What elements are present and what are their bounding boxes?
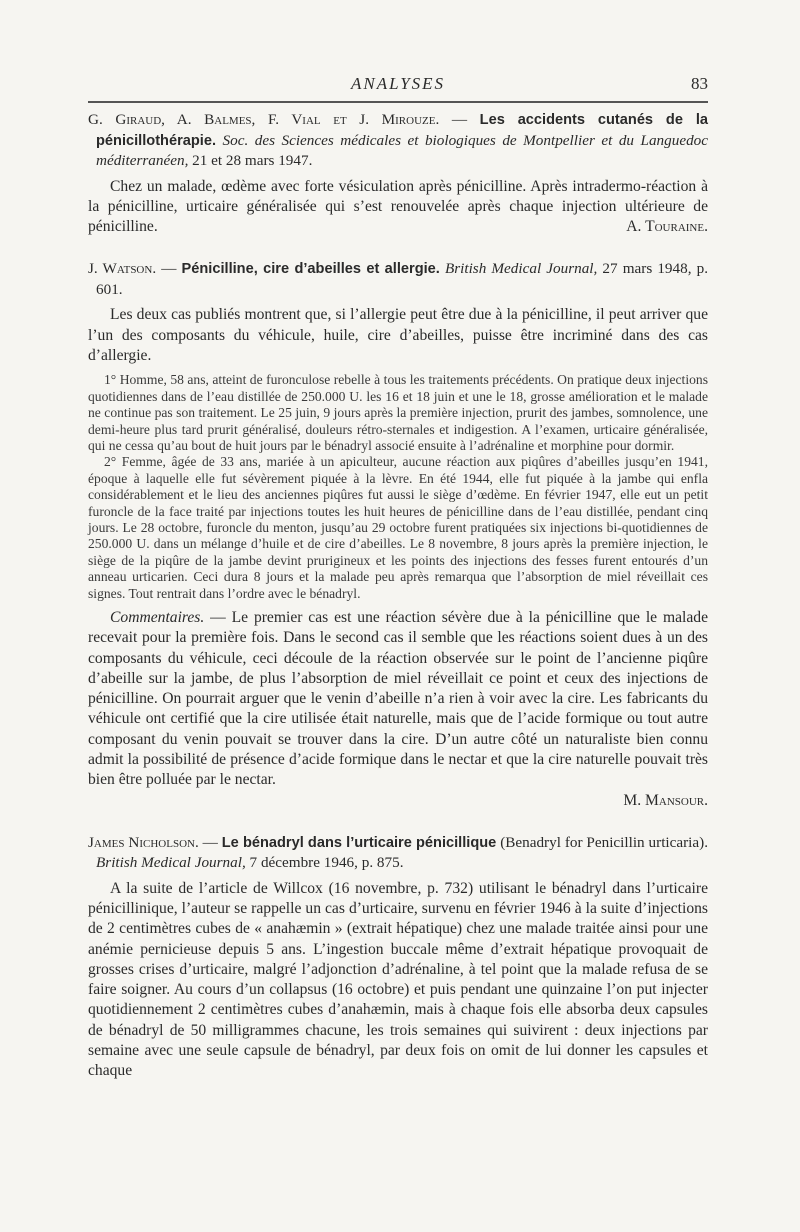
authors: G. Giraud, A. Balmes, F. Vial et J. Mirouze. (88, 111, 440, 128)
abstract-entry-2 (88, 259, 708, 810)
abstract-entry-1 (88, 110, 708, 237)
source: British Medical Journal, (96, 854, 246, 872)
paragraph (88, 177, 708, 238)
citation (88, 259, 708, 299)
paragraph-text: Chez un malade, œdème avec forte vésiculation après pénicilline. Après intradermo-réaction à la pénicilline, urticaire généralisée qui s’est renouvelée après chaque injection ultérieure de pénicilline. (88, 177, 708, 236)
page-number: 83 (691, 74, 708, 93)
article-title: Pénicilline, cire d’abeilles et allergie. (181, 261, 440, 278)
citation (88, 110, 708, 171)
source-english: (Benadryl for Penicillin urticaria). (496, 833, 708, 851)
signature: A. Touraine. (626, 218, 708, 236)
running-head (88, 74, 708, 98)
article-title: Les accidents cutanés de la pénicillothérapie. (96, 112, 708, 149)
case-2: 2° Femme, âgée de 33 ans, mariée à un apiculteur, aucune réaction aux piqûres d’abeilles jusqu’en 1941, époque à laquelle elle fut sévèrement piquée à la lèvre. En été 1944, elle fut piquée à la jambe qui enfla considérablement et le lieu des anciennes piqûres fut aussi le siège d’œdème. En février 1947, elle eut un petit furoncle de la face traité par injections toutes les huit heures de pénicilline dans de l’eau distillée, pendant cinq jours. Le 28 octobre, furoncle du menton, jusqu’au 29 octobre furent pratiquées six injections bi-quotidiennes de 250.000 U. dans un mélange d’huile et de cire d’abeilles. Le 8 novembre, 8 jours après la première injection, le siège de la piqûre de la jambe devint prurigineux et les points des injections des fesses furent entourés d’un anneau urticarien. Ceci dura 8 jours et la malade peu après remarqua que l’absorption de miel réveillait ces signes. Tout rentrait dans l’ordre avec le bénadryl. (88, 454, 708, 601)
dash: — (198, 833, 222, 851)
intro-paragraph: Les deux cas publiés montrent que, si l’allergie peut être due à la pénicilline, il peut arriver que l’un des composants du véhicule, huile, cire d’abeilles, puisse être incriminé dans des cas d’allergie. (88, 306, 708, 364)
case-1: 1° Homme, 58 ans, atteint de furonculose rebelle à tous les traitements précédents. On pratique deux injections quotidiennes dans de l’eau distillée de 250.000 U. les 16 et 18 juin et une le 18, grosse amélioration et le malade ne continue pas son traitement. Le 25 juin, 9 jours après la première injection, prurit des jambes, somnolence, une demi-heure plus tard prurit généralisé, douleurs rétro-sternales et indigestion. A l’examen, urticaire généralisée, qui ne cessa qu’au bout de huit jours par le bénadryl associé ensuite à l’adrénaline et morphine pour dormir. (88, 372, 708, 453)
running-title: ANALYSES (350, 74, 446, 93)
article-body (88, 110, 708, 1092)
abstract-entry-3 (88, 833, 708, 1082)
citation (88, 833, 708, 873)
comment-paragraph (88, 608, 708, 791)
paragraph: A la suite de l’article de Willcox (16 novembre, p. 732) utilisant le bénadryl dans l’urticaire pénicillinique, l’auteur se rappelle un cas d’urticaire, survenu en février 1946 à la suite d’injections de 2 centimètres cubes de « anahæmin » (extrait hépatique) chez une malade traitée ainsi pour une anémie pernicieuse depuis 5 ans. L’ingestion buccale même d’extrait hépatique provoquait de grosses crises d’urticaire, malgré l’adjonction d’adrénaline, à tel point que la malade refusa de se faire soigner. Au cours d’un collapsus (16 octobre) et puis pendant une quinzaine l’on put injecter quotidiennement 2 centimètres cubes d’anahæmin, mais à chaque fois elle absorba deux capsules de bénadryl de 50 milligrammes chacune, les trois semaines qui suivirent : deux injections par semaine avec une seule capsule de bénadryl, par deux fois on omit de lui donner les capsules et chaque (88, 879, 708, 1080)
date: 27 mars 1948, p. 601. (96, 260, 709, 298)
authors: James Nicholson. (88, 833, 199, 851)
dash: — (156, 260, 182, 278)
comment-text: — Le premier cas est une réaction sévère due à la pénicilline que le malade recevait pour la première fois. Dans le second cas il semble que les réactions soient dues à un des composants du véhicule, ceci découle de la réaction observée sur le point de l’ancienne piqûre d’abeille sur la jambe, de plus l’absorption de miel réveillait ce point et ceux des injections de pénicilline. On pourrait arguer que le venin d’abeille n’a rien à voir avec la cire. Les fabricants du véhicule ont certifié que la cire utilisée était naturelle, mais que de l’acide formique ou tout autre composant du venin pouvait se trouver dans la cire. D’un autre côté un naturaliste bien connu admit la possibilité de présence d’acide formique dans le nectar et que la cire naturelle pouvait très bien être polluée par le nectar. (88, 608, 708, 789)
header-rule (88, 101, 708, 103)
date: 21 et 28 mars 1947. (188, 152, 313, 169)
dash: — (439, 111, 480, 128)
signature: M. Mansour. (623, 791, 708, 809)
article-title: Le bénadryl dans l’urticaire pénicillique (221, 834, 497, 851)
date: 7 décembre 1946, p. 875. (245, 854, 404, 872)
source: British Medical Journal, (439, 260, 598, 278)
source: Soc. des Sciences médicales et biologiques de Montpellier et du Languedoc méditerranéen, (96, 131, 708, 169)
comment-label: Commentaires. (110, 608, 205, 626)
authors: J. Watson. (88, 260, 157, 278)
